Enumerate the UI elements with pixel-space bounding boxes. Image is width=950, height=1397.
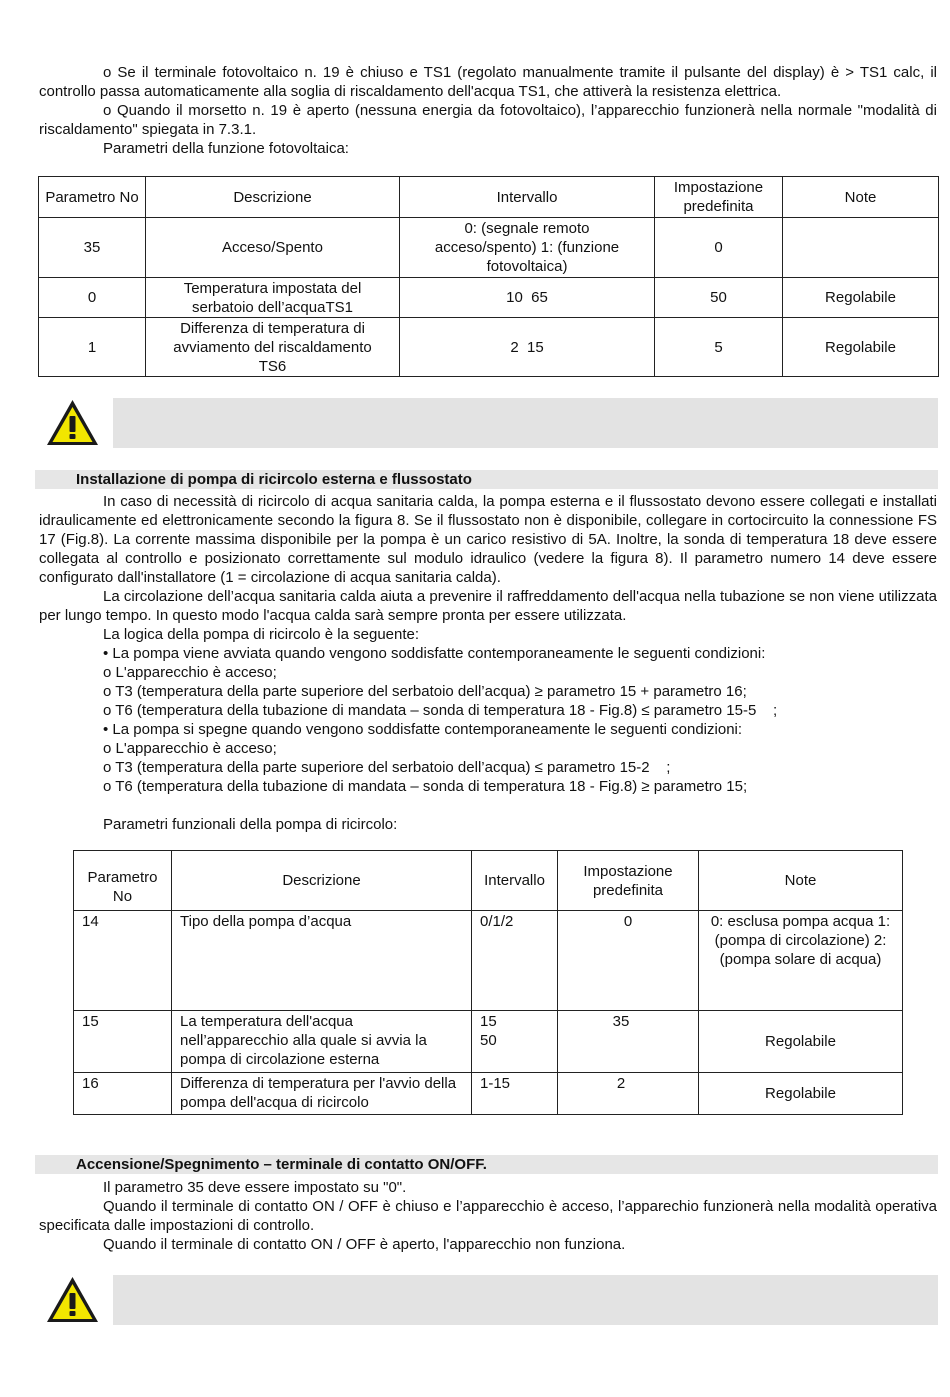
table-cell: 1: [39, 318, 146, 377]
warning-bar: [113, 398, 938, 448]
photovoltaic-params-table: [38, 176, 939, 377]
onoff-paragraph-2: Quando il terminale di contatto ON / OFF è chiuso e l’apparecchio è acceso, l’apparechio funzionerà nella modalità operativa specificata dalle impostazioni di controllo.: [39, 1198, 937, 1234]
table-cell: 0: [655, 218, 783, 278]
table-cell: Regolabile: [783, 278, 939, 318]
warning-bar: [113, 1275, 938, 1325]
table-cell: 0: [39, 278, 146, 318]
logic-line: o T6 (temperatura della tubazione di mandata – sonda di temperatura 18 - Fig.8) ≥ parametro 15;: [103, 778, 748, 795]
section-heading-text: Installazione di pompa di ricircolo esterna e flussostato: [76, 471, 472, 488]
warning-notice-2: [45, 1275, 938, 1329]
header-cell: Note: [699, 851, 903, 911]
table-cell: 16: [74, 1073, 172, 1115]
table-cell: 2: [558, 1073, 699, 1115]
table-cell: La temperatura dell'acqua nell’apparecchio alla quale si avvia la pompa di circolazione esterna: [172, 1011, 472, 1073]
logic-line: o L'apparecchio è acceso;: [103, 740, 277, 757]
header-cell: Note: [783, 177, 939, 218]
recirculation-paragraph-2: La circolazione dell’acqua sanitaria calda aiuta a prevenire il raffreddamento dell'acqua nella tubazione se non viene utilizzata per lungo tempo. In questo modo l'acqua calda sarà sempre pronta per essere utilizzata.: [39, 588, 937, 624]
header-cell: Parametro No: [39, 177, 146, 218]
logic-line: o T3 (temperatura della parte superiore del serbatoio dell’acqua) ≥ parametro 15 + parametro 16;: [103, 683, 747, 700]
warning-notice-1: [45, 398, 938, 452]
header-cell: Impostazione predefinita: [655, 177, 783, 218]
intro-paragraph-3: Parametri della funzione fotovoltaica:: [103, 140, 349, 157]
table-row: [74, 911, 903, 1011]
table-cell: 0: [558, 911, 699, 1011]
table-cell: Differenza di temperatura di avviamento del riscaldamento TS6: [146, 318, 400, 377]
onoff-paragraph-3: Quando il terminale di contatto ON / OFF è aperto, l'apparecchio non funziona.: [103, 1236, 626, 1253]
section-heading-onoff: [35, 1155, 938, 1174]
header-cell: Descrizione: [172, 851, 472, 911]
logic-line: • La pompa viene avviata quando vengono soddisfatte contemporaneamente le seguenti condizioni:: [103, 645, 766, 662]
header-cell: Intervallo: [472, 851, 558, 911]
table-row: [39, 318, 939, 377]
table-cell: Regolabile: [699, 1073, 903, 1115]
table-cell: 2 15: [400, 318, 655, 377]
table-header-row: [74, 851, 903, 911]
table-cell: 35: [39, 218, 146, 278]
warning-triangle-icon: [45, 1275, 100, 1325]
table-cell: 0/1/2: [472, 911, 558, 1011]
table-cell: 0: esclusa pompa acqua 1: (pompa di circolazione) 2: (pompa solare di acqua): [699, 911, 903, 1011]
table-header-row: [39, 177, 939, 218]
table-row: [74, 1073, 903, 1115]
logic-line: Parametri funzionali della pompa di ricircolo:: [103, 816, 398, 833]
onoff-paragraph-1: Il parametro 35 deve essere impostato su "0".: [103, 1179, 407, 1196]
recirculation-params-table: [73, 850, 903, 1115]
logic-line: o L'apparecchio è acceso;: [103, 664, 277, 681]
intro: [39, 63, 937, 158]
logic-line: La logica della pompa di ricircolo è la seguente:: [103, 626, 420, 643]
intro-paragraph-1: o Se il terminale fotovoltaico n. 19 è chiuso e TS1 (regolato manualmente tramite il pulsante del display) è > TS1 calc, il controllo passa automaticamente alla soglia di riscaldamento dell'acqua TS1, che attiverà la resistenza elettrica.: [39, 64, 937, 100]
section-heading-text: Accensione/Spegnimento – terminale di contatto ON/OFF.: [76, 1156, 487, 1173]
table-cell: 5: [655, 318, 783, 377]
logic-line: o T6 (temperatura della tubazione di mandata – sonda di temperatura 18 - Fig.8) ≤ parametro 15-5 ;: [103, 702, 778, 719]
table-cell: 1-15: [472, 1073, 558, 1115]
table-cell: Regolabile: [783, 318, 939, 377]
table-row: [39, 278, 939, 318]
header-cell: Descrizione: [146, 177, 400, 218]
warning-triangle-icon: [45, 398, 100, 448]
section-heading-recirculation: [35, 470, 938, 489]
onoff-section: [39, 1178, 937, 1254]
table-cell: Tipo della pompa d’acqua: [172, 911, 472, 1011]
logic-line: • La pompa si spegne quando vengono soddisfatte contemporaneamente le seguenti condizioni:: [103, 721, 743, 738]
table-cell: [783, 218, 939, 278]
table-cell: 15: [74, 1011, 172, 1073]
recirculation-section: [39, 492, 937, 834]
table-cell: Differenza di temperatura per l'avvio della pompa dell'acqua di ricircolo: [172, 1073, 472, 1115]
table-cell: 0: (segnale remoto acceso/spento) 1: (funzione fotovoltaica): [400, 218, 655, 278]
header-cell: Intervallo: [400, 177, 655, 218]
table-row: [39, 218, 939, 278]
table-cell: 14: [74, 911, 172, 1011]
table-cell: 50: [655, 278, 783, 318]
header-cell: Impostazione predefinita: [558, 851, 699, 911]
table-cell: 10 65: [400, 278, 655, 318]
header-cell: Parametro No: [74, 851, 172, 911]
logic-line: o T3 (temperatura della parte superiore del serbatoio dell’acqua) ≤ parametro 15-2 ;: [103, 759, 671, 776]
table-row: [74, 1011, 903, 1073]
table-cell: Temperatura impostata del serbatoio dell’acquaTS1: [146, 278, 400, 318]
table-cell: Acceso/Spento: [146, 218, 400, 278]
recirculation-paragraph-1: In caso di necessità di ricircolo di acqua sanitaria calda, la pompa esterna e il flussostato devono essere collegati e installati idraulicamente ed elettronicamente secondo la figura 8. Se il flussostato non è disponibile, collegare in cortocircuito la connessione FS 17 (Fig.8). La corrente massima disponibile per la pompa è un carico resistivo di 5A. Inoltre, la sonda di temperatura 18 deve essere collegata al controllo e posizionato correttamente sul modulo idraulico (vedere la figura 8). Il parametro numero 14 deve essere configurato dall'installatore (1 = circolazione di acqua sanitaria calda).: [39, 493, 937, 586]
table-cell: 15 50: [472, 1011, 558, 1073]
table-cell: Regolabile: [699, 1011, 903, 1073]
table-cell: 35: [558, 1011, 699, 1073]
intro-paragraph-2: o Quando il morsetto n. 19 è aperto (nessuna energia da fotovoltaico), l’apparecchio funzionerà nella normale "modalità di riscaldamento" spiegata in 7.3.1.: [39, 102, 937, 138]
